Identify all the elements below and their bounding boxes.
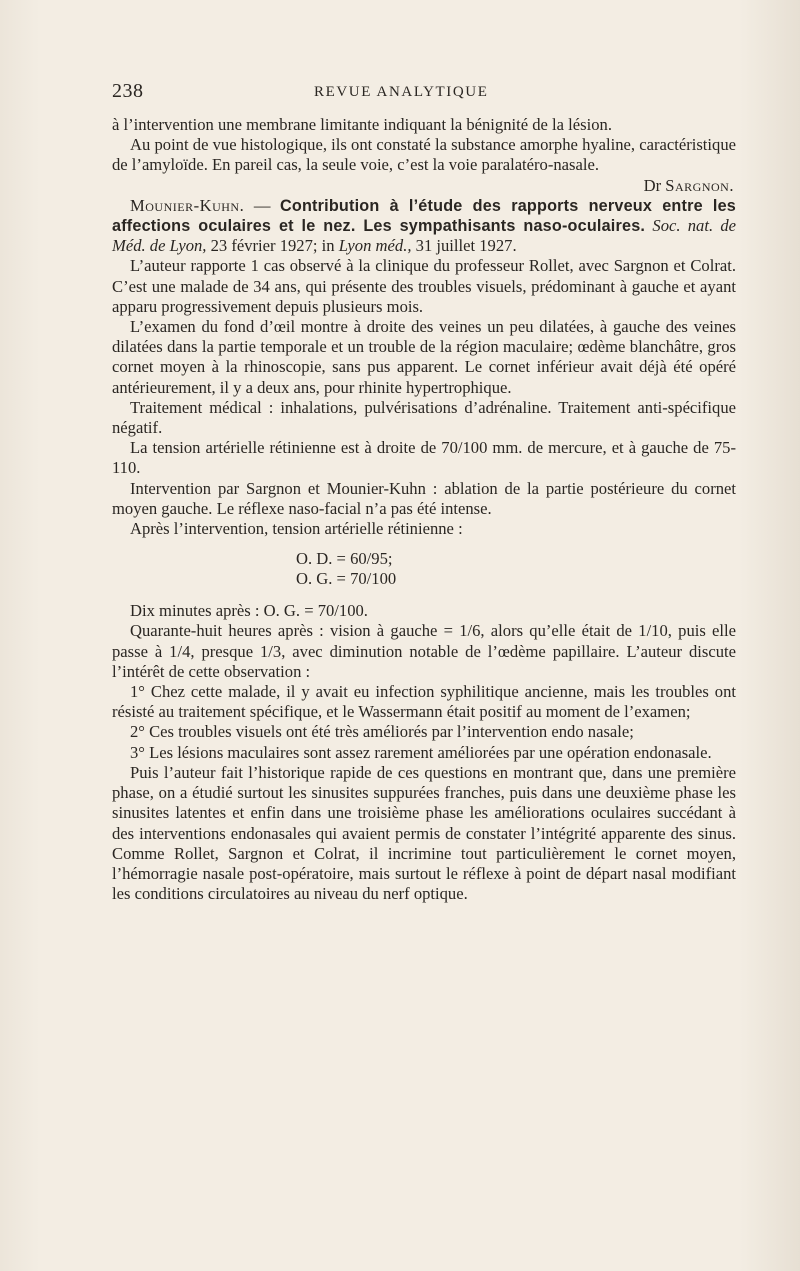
article-paragraph: La tension artérielle rétinienne est à droite de 70/100 mm. de mercure, et à gauche de 75-110.	[112, 438, 736, 478]
signoff-name: Sargnon.	[665, 175, 734, 195]
citation-journal: Soc. nat. de Méd. de Lyon,	[112, 216, 737, 256]
article-paragraph: L’auteur rapporte 1 cas observé à la clinique du professeur Rollet, avec Sargnon et Colrat. C’est une malade de 34 ans, qui présente des troubles visuels, prédominant à gauche et ayant apparu progressivement depuis plusieurs mois.	[112, 256, 736, 316]
citation-date-2: 31 juillet 1927.	[411, 236, 517, 256]
article-paragraph: L’examen du fond d’œil montre à droite des veines un peu dilatées, à gauche des veines dilatées dans la partie temporale et un trouble de la région maculaire; œdème blanchâtre, gros cornet moyen à la rhinoscopie, sans pus apparent. Le cornet inférieur avait déjà été opéré antérieurement, il y a deux ans, pour rhinite hypertrophique.	[112, 317, 736, 397]
reviewer-signoff	[112, 176, 736, 196]
article-paragraph: Quarante-huit heures après : vision à gauche = 1/6, alors qu’elle était de 1/10, puis elle passe à 1/4, presque 1/3, avec diminution notable de l’œdème papillaire. L’auteur discute l’intérêt de cette observation :	[112, 621, 736, 681]
article-author: Mounier-Kuhn.	[130, 195, 245, 215]
tension-formula	[112, 549, 736, 589]
article-paragraph: Après l’intervention, tension artérielle rétinienne :	[130, 519, 463, 539]
page-number: 238	[112, 80, 144, 102]
page-shadow-right	[740, 0, 800, 1271]
formula-line-od: O. D. = 60/95;	[296, 549, 393, 569]
article-paragraph: Dix minutes après : O. G. = 70/100.	[130, 601, 368, 621]
article-paragraph: Traitement médical : inhalations, pulvérisations d’adrénaline. Traitement anti-spécifique négatif.	[112, 397, 736, 438]
running-head: REVUE ANALYTIQUE	[314, 84, 489, 100]
formula-line-og: O. G. = 70/100	[296, 569, 397, 589]
previous-article-paragraph: à l’intervention une membrane limitante indiquant la bénignité de la lésion.	[112, 115, 612, 134]
article-heading	[112, 196, 736, 257]
citation-journal-2: Lyon méd.,	[338, 236, 412, 256]
article-paragraph: 2° Ces troubles visuels ont été très améliorés par l’intervention endo nasale;	[130, 722, 634, 742]
page-shadow-left	[0, 0, 40, 1271]
citation-date: 23 février 1927; in	[206, 236, 339, 256]
page-body	[112, 115, 736, 904]
article-paragraph: Intervention par Sargnon et Mounier-Kuhn : ablation de la partie postérieure du cornet moyen gauche. Le réflexe naso-facial n’a pas été intense.	[112, 478, 736, 518]
article-dash: —	[244, 195, 280, 215]
article-title: Contribution à l’étude des rapports nerveux entre les affections oculaires et le nez. Les sympathisants naso-oculaires.	[112, 196, 736, 236]
article-paragraph: 3° Les lésions maculaires sont assez rarement améliorées par une opération endonasale.	[130, 742, 712, 762]
signoff-prefix: Dr	[643, 175, 662, 195]
article-paragraph: 1° Chez cette malade, il y avait eu infection syphilitique ancienne, mais les troubles ont résisté au traitement spécifique, et le Wassermann était positif au moment de l’examen;	[112, 682, 736, 722]
previous-article-paragraph: Au point de vue histologique, ils ont constaté la substance amorphe hyaline, caractéristique de l’amyloïde. En pareil cas, la seule voie, c’est la voie paralatéro-nasale.	[112, 135, 736, 175]
article-paragraph: Puis l’auteur fait l’historique rapide de ces questions en montrant que, dans une première phase, on a étudié surtout les sinusites suppurées franches, puis dans une deuxième phase les sinusites latentes et enfin dans une troisième phase les améliorations oculaires succédant à des interventions endonasales qui avaient permis de constater l’intégrité apparente des sinus. Comme Rollet, Sargnon et Colrat, il incrimine tout particulièrement le cornet moyen, l’hémorragie nasale post-opératoire, mais surtout le réflexe à point de départ nasal modifiant les conditions circulatoires au niveau du nerf optique.	[112, 762, 736, 904]
